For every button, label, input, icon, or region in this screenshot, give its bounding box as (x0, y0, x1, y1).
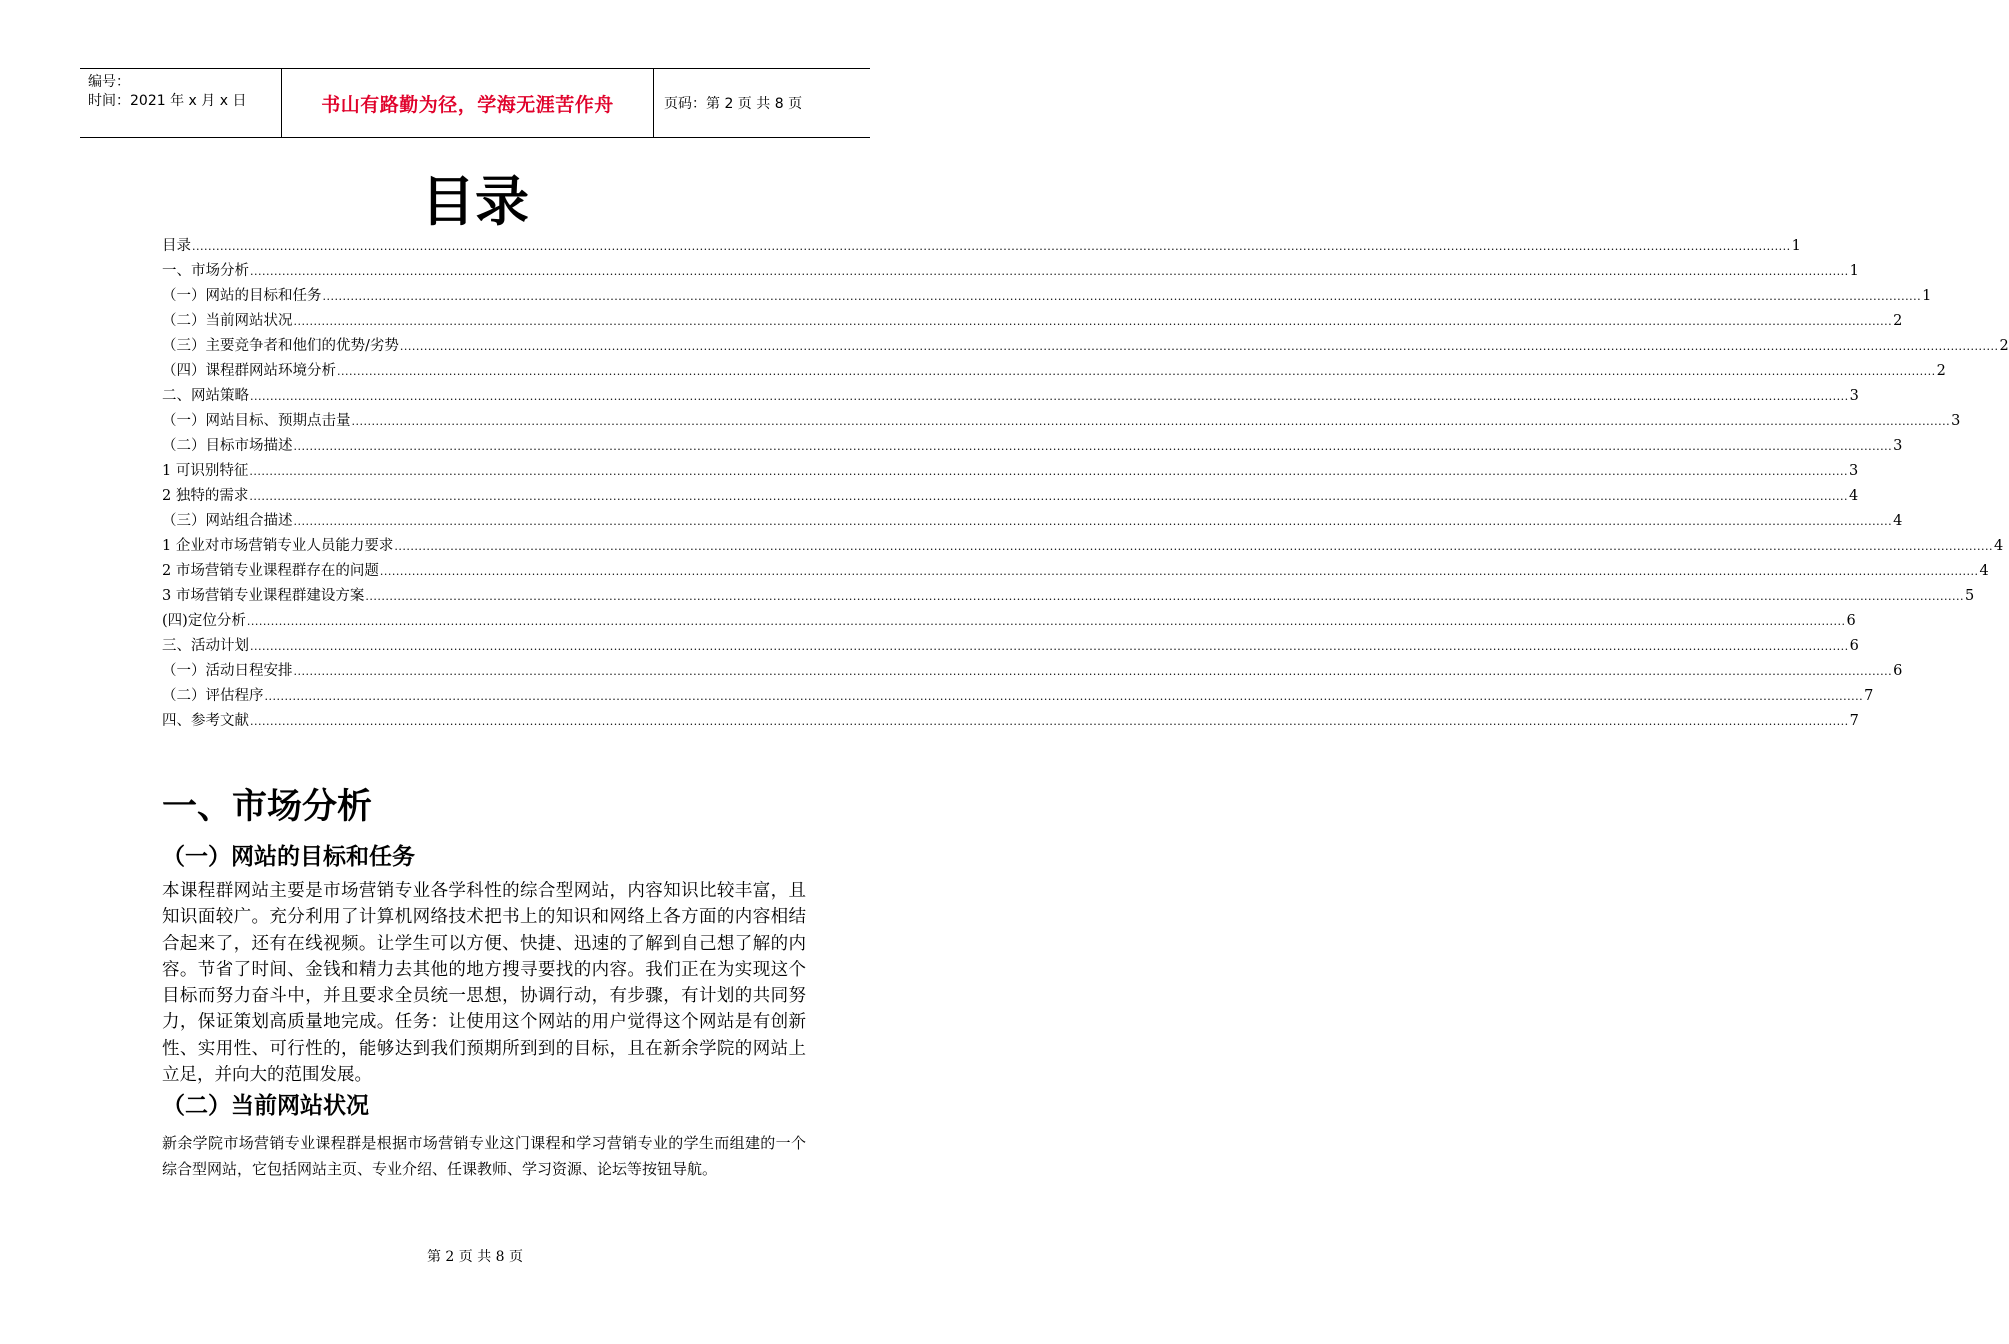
subsection-heading-current-status: （二）当前网站状况 (162, 1093, 369, 1119)
toc-entry[interactable] (162, 309, 1903, 334)
toc-leader-dots: ................................................................................................................................................................................................................................................................................................................................................................................................................ (379, 565, 1979, 578)
header-motto: 书山有路勤为径，学海无涯苦作舟 (282, 69, 654, 137)
toc-entry[interactable] (162, 659, 1903, 684)
toc-entry[interactable] (162, 684, 1874, 709)
toc-entry-text: 二、网站策略 (162, 388, 249, 404)
toc-entry-text: （三）主要竞争者和他们的优势/劣势 (162, 338, 399, 354)
toc-entry-text: （三）网站组合描述 (162, 513, 293, 529)
section-heading-market-analysis: 一、市场分析 (162, 787, 373, 827)
toc-leader-dots: ................................................................................................................................................................................................................................................................................................................................................................................................................ (249, 490, 1848, 503)
toc-entry-text: （一）活动日程安排 (162, 663, 293, 679)
toc-entry-text: （二）目标市场描述 (162, 438, 293, 454)
toc-entry[interactable] (162, 384, 1859, 409)
toc-entry-page: 2 (1999, 338, 2009, 354)
toc-leader-dots: ................................................................................................................................................................................................................................................................................................................................................................................................................ (365, 590, 1964, 603)
toc-leader-dots: ................................................................................................................................................................................................................................................................................................................................................................................................................ (351, 415, 1951, 428)
toc-entry[interactable] (162, 509, 1903, 534)
header-page-info: 页码：第 2 页 共 8 页 (664, 96, 803, 112)
toc-entry-page: 1 (1922, 288, 1932, 304)
toc-leader-dots: ................................................................................................................................................................................................................................................................................................................................................................................................................ (250, 390, 1849, 403)
toc-entry[interactable] (162, 584, 1975, 609)
toc-entry-page: 1 (1849, 263, 1859, 279)
toc-entry[interactable] (162, 459, 1859, 484)
header-time-label: 时间：2021 年 x 月 x 日 (88, 93, 247, 109)
toc-leader-dots: ................................................................................................................................................................................................................................................................................................................................................................................................................ (192, 240, 1791, 253)
header-number-label: 编号： (88, 74, 130, 90)
toc-leader-dots: ................................................................................................................................................................................................................................................................................................................................................................................................................ (250, 715, 1849, 728)
toc-title: 目录 (421, 170, 529, 233)
toc-entry-text: （二）评估程序 (162, 688, 264, 704)
toc-entry-page: 3 (1849, 388, 1859, 404)
toc-entry[interactable] (162, 434, 1903, 459)
document-header (80, 68, 870, 138)
toc-entry-text: （二）当前网站状况 (162, 313, 293, 329)
toc-leader-dots: ................................................................................................................................................................................................................................................................................................................................................................................................................ (250, 265, 1849, 278)
toc-entry[interactable] (162, 334, 2009, 359)
toc-leader-dots: ................................................................................................................................................................................................................................................................................................................................................................................................................ (293, 315, 1893, 328)
toc-entry-text: （一）网站的目标和任务 (162, 288, 322, 304)
toc-leader-dots: ................................................................................................................................................................................................................................................................................................................................................................................................................ (337, 365, 1936, 378)
toc-entry-page: 6 (1849, 638, 1859, 654)
toc-entry-page: 5 (1964, 588, 1975, 604)
toc-leader-dots: ................................................................................................................................................................................................................................................................................................................................................................................................................ (249, 465, 1848, 478)
toc-entry[interactable] (162, 634, 1859, 659)
subsection-heading-goals: （一）网站的目标和任务 (162, 844, 415, 870)
toc-entry-text: 1 可识别特征 (162, 463, 249, 479)
toc-entry[interactable] (162, 409, 1961, 434)
toc-entry-page: 1 (1791, 238, 1801, 254)
toc-entry[interactable] (162, 709, 1859, 734)
toc-entry-text: 2 独特的需求 (162, 488, 249, 504)
toc-entry-page: 2 (1936, 363, 1946, 379)
toc-entry-text: 三、活动计划 (162, 638, 249, 654)
toc-leader-dots: ................................................................................................................................................................................................................................................................................................................................................................................................................ (399, 340, 1999, 353)
toc-entry[interactable] (162, 284, 1932, 309)
toc-leader-dots: ................................................................................................................................................................................................................................................................................................................................................................................................................ (322, 290, 1922, 303)
page-footer: 第 2 页 共 8 页 (426, 1249, 524, 1265)
toc-entry-page: 3 (1893, 438, 1903, 454)
toc-entry[interactable] (162, 259, 1859, 284)
toc-entry-page: 7 (1864, 688, 1874, 704)
paragraph-goals: 本课程群网站主要是市场营销专业各学科性的综合型网站，内容知识比较丰富，且知识面较广。充分利用了计算机网络技术把书上的知识和网络上各方面的内容相结合起来了，还有在线视频。让学生可以方便、快捷、迅速的了解到自己想了解的内容。节省了时间、金钱和精力去其他的地方搜寻要找的内容。我们正在为实现这个目标而努力奋斗中，并且要求全员统一思想，协调行动，有步骤，有计划的共同努力，保证策划高质量地完成。任务：让使用这个网站的用户觉得这个网站是有创新性、实用性、可行性的，能够达到我们预期所到到的目标，且在新余学院的网站上立足，并向大的范围发展。 (162, 881, 806, 1086)
table-of-contents (162, 234, 2009, 734)
toc-entry-text: （四）课程群网站环境分析 (162, 363, 336, 379)
toc-entry-text: 一、市场分析 (162, 263, 249, 279)
toc-entry-page: 6 (1846, 613, 1856, 629)
toc-entry-page: 3 (1848, 463, 1859, 479)
toc-leader-dots: ................................................................................................................................................................................................................................................................................................................................................................................................................ (394, 540, 1993, 553)
toc-entry-text: 目录 (162, 238, 191, 254)
toc-entry[interactable] (162, 484, 1859, 509)
header-meta (80, 69, 282, 137)
toc-entry-text: 1 企业对市场营销专业人员能力要求 (162, 538, 394, 554)
toc-entry-page: 4 (1893, 513, 1903, 529)
toc-entry[interactable] (162, 359, 1946, 384)
toc-leader-dots: ................................................................................................................................................................................................................................................................................................................................................................................................................ (293, 665, 1893, 678)
toc-entry-page: 4 (1848, 488, 1859, 504)
toc-leader-dots: ................................................................................................................................................................................................................................................................................................................................................................................................................ (293, 440, 1893, 453)
toc-entry-page: 2 (1893, 313, 1903, 329)
toc-entry[interactable] (162, 534, 2004, 559)
paragraph-current-status: 新余学院市场营销专业课程群是根据市场营销专业这门课程和学习营销专业的学生而组建的一个综合型网站，它包括网站主页、专业介绍、任课教师、学习资源、论坛等按钮导航。 (162, 1134, 806, 1178)
toc-leader-dots: ................................................................................................................................................................................................................................................................................................................................................................................................................ (293, 515, 1893, 528)
toc-entry-text: （一）网站目标、预期点击量 (162, 413, 351, 429)
toc-entry-page: 4 (1979, 563, 1989, 579)
toc-leader-dots: ................................................................................................................................................................................................................................................................................................................................................................................................................ (264, 690, 1864, 703)
toc-leader-dots: ................................................................................................................................................................................................................................................................................................................................................................................................................ (250, 640, 1849, 653)
toc-leader-dots: ................................................................................................................................................................................................................................................................................................................................................................................................................ (246, 615, 1846, 628)
toc-entry-text: 3 市场营销专业课程群建设方案 (162, 588, 365, 604)
toc-entry-text: (四)定位分析 (162, 613, 246, 629)
toc-entry-page: 6 (1893, 663, 1903, 679)
toc-entry-text: 2 市场营销专业课程群存在的问题 (162, 563, 379, 579)
toc-entry-text: 四、参考文献 (162, 713, 249, 729)
toc-entry[interactable] (162, 559, 1989, 584)
toc-entry-page: 3 (1951, 413, 1961, 429)
toc-entry[interactable] (162, 234, 1801, 259)
toc-entry-page: 7 (1849, 713, 1859, 729)
toc-entry-page: 4 (1993, 538, 2004, 554)
toc-entry[interactable] (162, 609, 1856, 634)
